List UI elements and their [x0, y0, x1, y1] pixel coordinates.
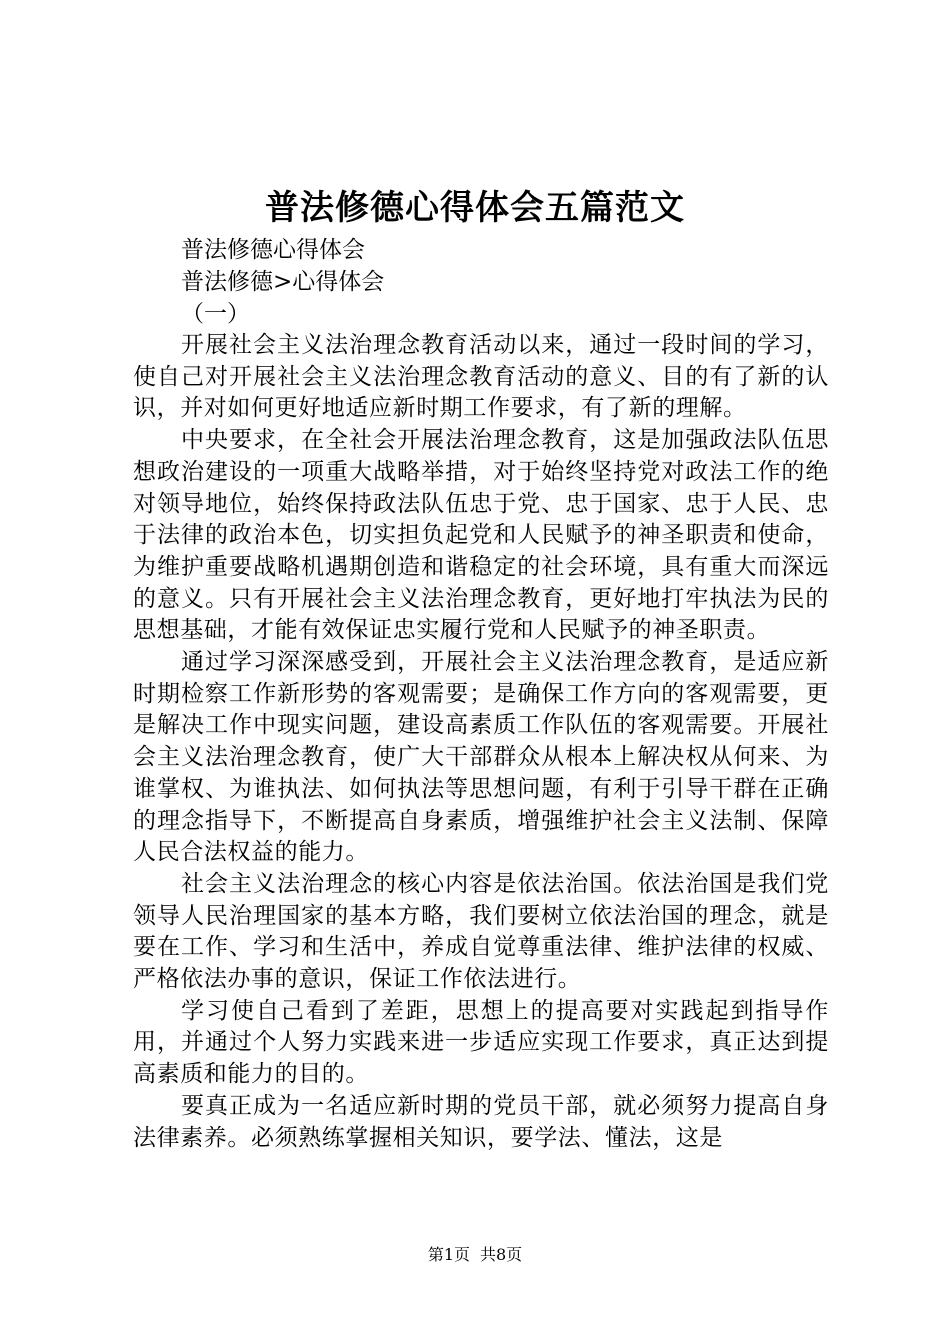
page-footer [0, 1245, 950, 1265]
page-number: 第1页 [427, 1245, 470, 1264]
document-title: 普法修德心得体会五篇范文 [265, 188, 685, 228]
paragraph: 开展社会主义法治理念教育活动以来，通过一段时间的学习，使自己对开展社会主义法治理念教育活动的意义、目的有了新的认识，并对如何更好地适应新时期工作要求，有了新的理解。 [133, 332, 829, 422]
document-body [133, 234, 829, 1154]
section-marker: （一） [181, 301, 250, 327]
paragraph: 社会主义法治理念的核心内容是依法治国。依法治国是我们党领导人民治理国家的基本方略，我们要树立依法治国的理念，就是要在工作、学习和生活中，养成自觉尊重法律、维护法律的权威、严格依法办事的意识，保证工作依法进行。 [133, 870, 829, 993]
paragraph: 中央要求，在全社会开展法治理念教育，这是加强政法队伍思想政治建设的一项重大战略举措，对于始终坚持党对政法工作的绝对领导地位，始终保持政法队伍忠于党、忠于国家、忠于人民、忠于法律的政治本色，切实担负起党和人民赋予的神圣职责和使命，为维护重要战略机遇期创造和谐稳定的社会环境，具有重大而深远的意义。只有开展社会主义法治理念教育，更好地打牢执法为民的思想基础，才能有效保证忠实履行党和人民赋予的神圣职责。 [133, 427, 829, 644]
paragraph: 学习使自己看到了差距，思想上的提高要对实践起到指导作用，并通过个人努力实践来进一步适应实现工作要求，真正达到提高素质和能力的目的。 [133, 997, 829, 1088]
paragraph: 通过学习深深感受到，开展社会主义法治理念教育，是适应新时期检察工作新形势的客观需要；是确保工作方向的客观需要，更是解决工作中现实问题，建设高素质工作队伍的客观需要。开展社会主义法治理念教育，使广大干部群众从根本上解决权从何来、为谁掌权、为谁执法、如何执法等思想问题，有利于引导干群在正确的理念指导下，不断提高自身素质，增强维护社会主义法制、保障人民合法权益的能力。 [133, 649, 829, 866]
page-total: 共8页 [480, 1245, 523, 1264]
paragraph: 要真正成为一名适应新时期的党员干部，就必须努力提高自身法律素养。必须熟练掌握相关知识，要学法、懂法，这是 [133, 1092, 829, 1151]
subtitle-line: 普法修德>心得体会 [181, 269, 385, 295]
subtitle-line: 普法修德心得体会 [181, 237, 365, 263]
